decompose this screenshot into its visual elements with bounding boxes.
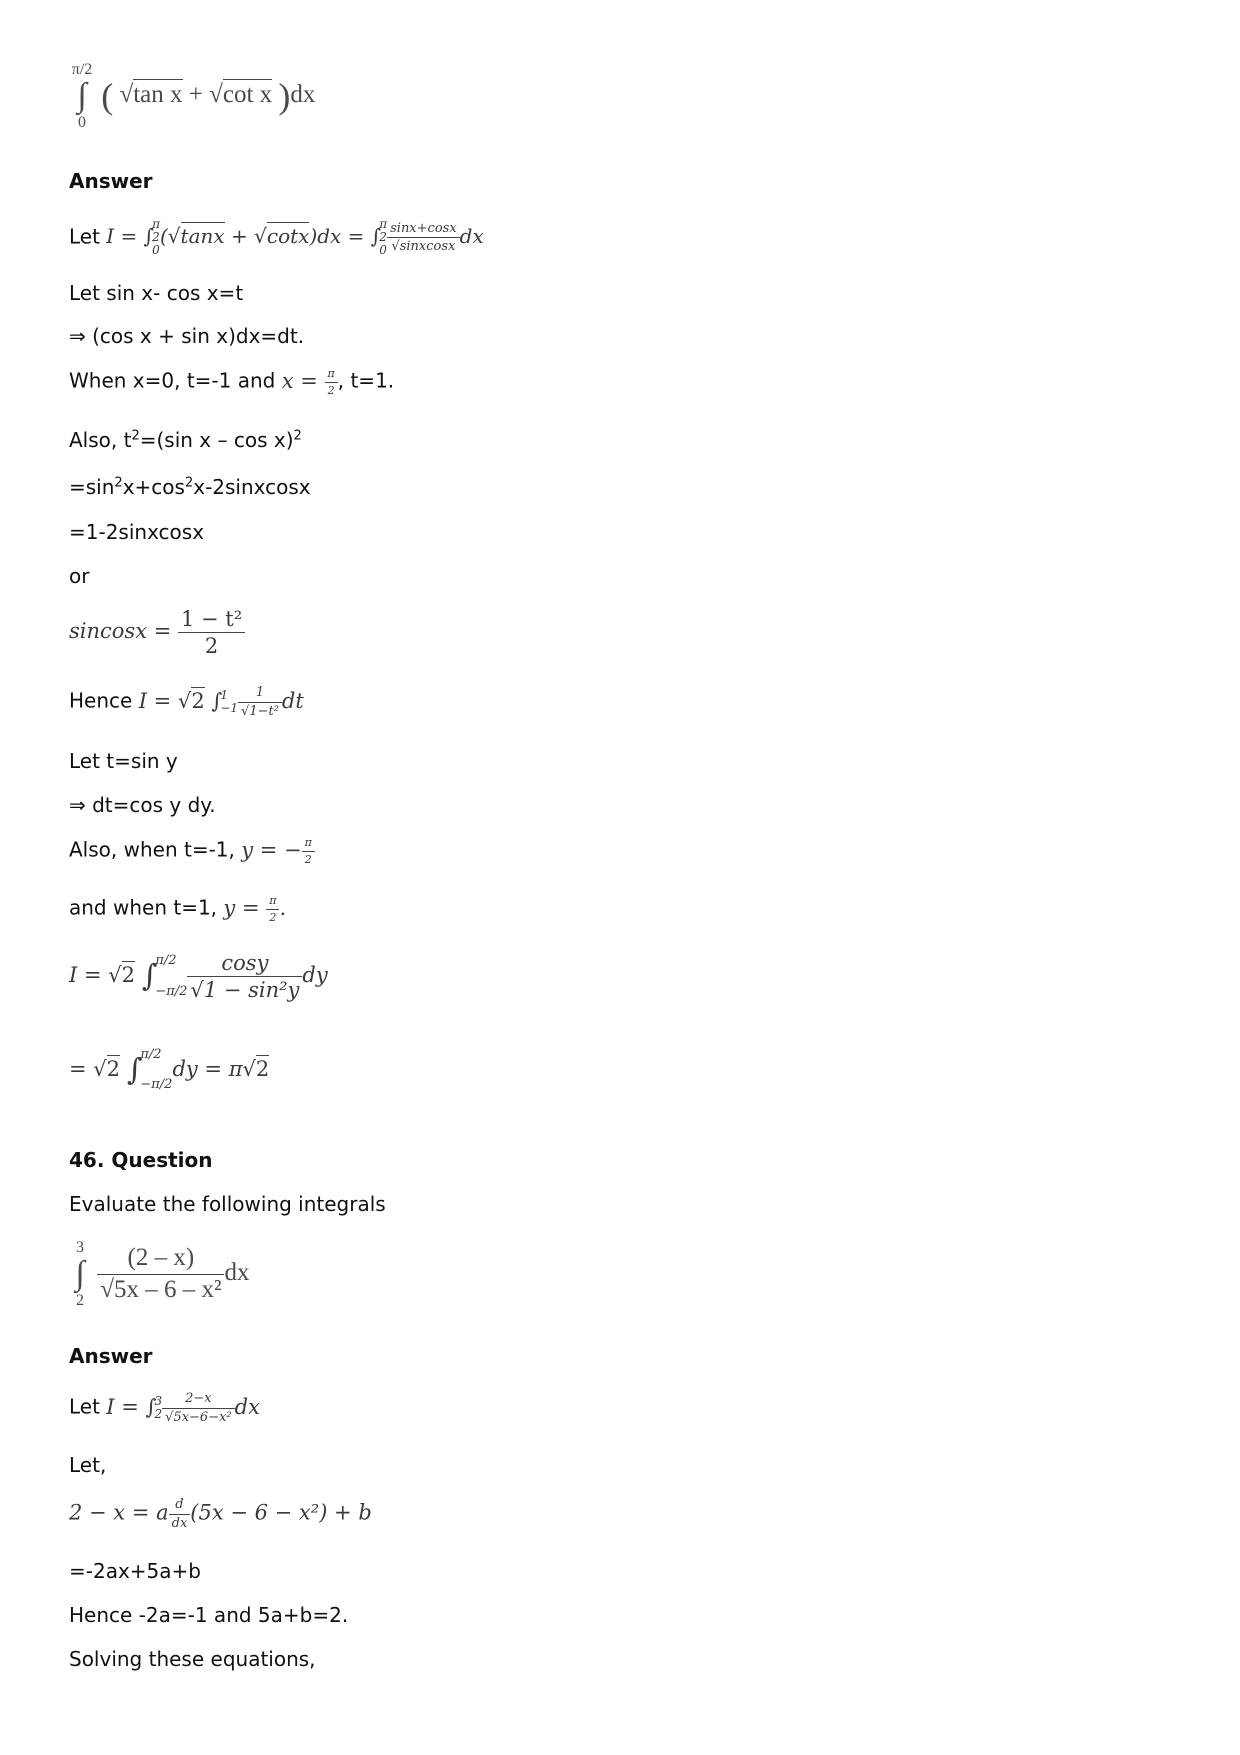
q45-expand-line: $=\sin^2x+\cos^2x-2sinxcosx$ bbox=[69, 475, 311, 499]
q45-also-line: Also, $t^2=(\sin$ x – cos x)$^2$ bbox=[69, 428, 302, 452]
q45-result-line: = √2 ∫ π/2 −π/2 dy = π√2 bbox=[69, 1047, 270, 1093]
q46-expanded-line: =-2ax+5a+b bbox=[69, 1559, 201, 1583]
q45-let-t-line: Let t=sin y bbox=[69, 749, 178, 773]
q45-integral-expression: π/2 ∫ 0 ( √tan x + √cot x )dx bbox=[71, 61, 316, 132]
q45-substitution-line: Let sin x- cos x=t bbox=[69, 281, 244, 305]
q45-differential-line: ⇒ (cos x + sin x)dx=dt. bbox=[69, 324, 305, 348]
q46-let-comma-line: Let, bbox=[69, 1453, 107, 1477]
q45-answer-heading: Answer bbox=[69, 169, 153, 193]
q45-and-when-line: and when t=1, y = $\frac{\pi}{2}$ . bbox=[69, 894, 287, 924]
q45-hence-line: Hence I = √2 ∫ 1 −1 $\frac{1}{\text{√1−t²}}$ dt bbox=[69, 685, 304, 719]
q45-integral-y-line: I = √2 ∫ π/2 −π/2 $\frac{\cos y}{\text{√1 − sin²y}}$ dy bbox=[69, 951, 328, 1003]
q46-heading: 46. Question bbox=[69, 1148, 213, 1172]
q45-simplify-line: =1-2sinxcosx bbox=[69, 520, 205, 544]
q46-decomposition-line: 2 − x = a $\frac{d}{dx}$ (5x − 6 − x²) + b bbox=[69, 1497, 372, 1531]
q45-dt-line: ⇒ dt=cos y dy. bbox=[69, 793, 216, 817]
q46-let-i-line: Let I = ∫ 3 2 $\frac{2-x}{\text{√5x−6−x²}}$ dx bbox=[69, 1391, 260, 1425]
q46-answer-heading: Answer bbox=[69, 1344, 153, 1368]
q46-hence-line: Hence -2a=-1 and 5a+b=2. bbox=[69, 1603, 349, 1627]
q45-or-line: or bbox=[69, 564, 90, 588]
q45-let-i-line: Let I = ∫ π 2 0 (√tanx + √cotx)dx = ∫ π 2 0 $\frac{\sin x+\cos x}{\text{√sinxcosx}}$ dx bbox=[69, 217, 484, 258]
q45-sincos-equation: sincosx = $\frac{\text{1 − t²}}{2}$ bbox=[69, 608, 245, 657]
q46-solving-line: Solving these equations, bbox=[69, 1647, 316, 1671]
q46-instruction: Evaluate the following integrals bbox=[69, 1192, 386, 1216]
q45-also-when-line: Also, when t=-1, y = − $\frac{\pi}{2}$ bbox=[69, 837, 315, 865]
q45-limits-line: When x=0, t=-1 and x = $\frac{\pi}{2}$ , t=1. bbox=[69, 367, 395, 397]
q46-integral-expression: 3 ∫ 2 $\frac{(2 - x)}{\text{√5x – 6 – x²}}$ dx bbox=[75, 1239, 250, 1310]
